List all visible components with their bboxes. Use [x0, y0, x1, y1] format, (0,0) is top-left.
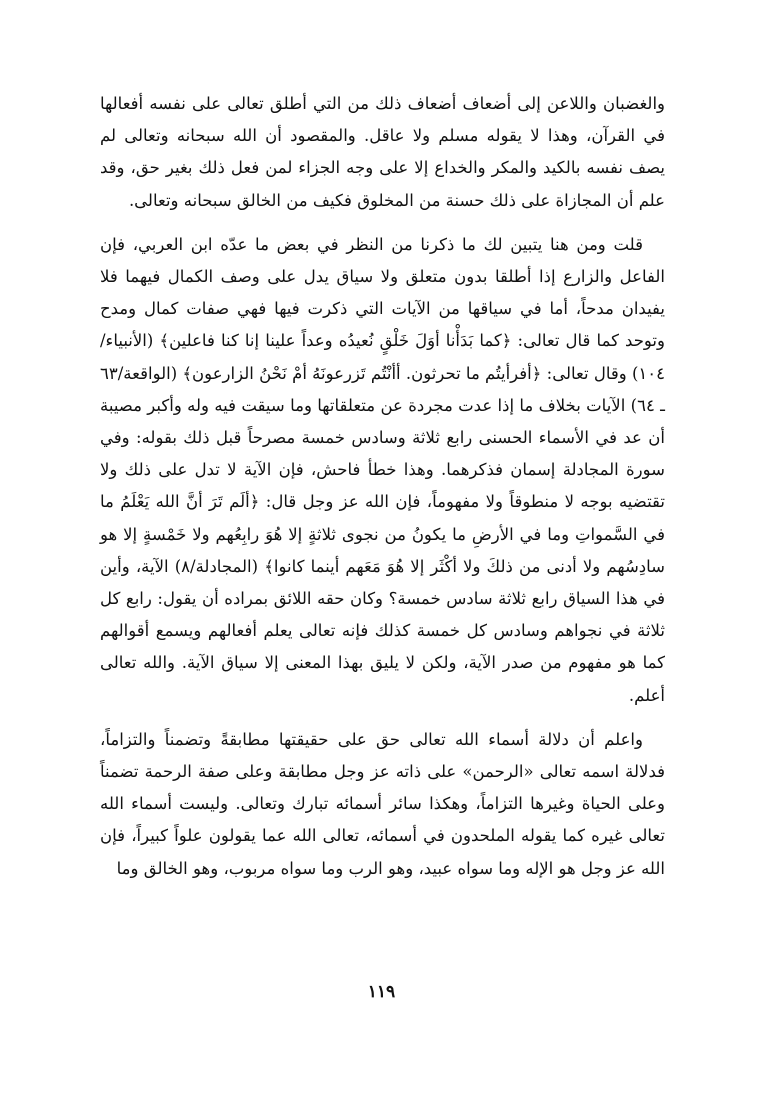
paragraph-1: والغضبان واللاعن إلى أضعاف أضعاف ذلك من التي أطلق تعالى على نفسه أفعالها في القرآن، وهذا لا يقوله مسلم ولا عاقل. والمقصود أن الله سبحانه وتعالى لم يصف نفسه بالكيد والمكر والخداع إلا على وجه الجزاء لمن فعل ذلك بغير حق، وقد علم أن المجازاة على ذلك حسنة من المخلوق فكيف من الخالق سبحانه وتعالى. — [100, 94, 665, 210]
paragraph-2: قلت ومن هنا يتبين لك ما ذكرنا من النظر في بعض ما عدّه ابن العربي، فإن الفاعل والزارع إذا أطلقا بدون متعلق ولا سياق يدل على وصف الكمال فيهما فلا يفيدان مدحاً، أما في سياقها من الآيات التي ذكرت فيها فهي صفات كمال ومدح وتوحد كما قال تعالى: ﴿كما بَدَأْنا أوَلَ خَلْقٍ نُعيدُه وعداً علينا إنا كنا فاعلين﴾ (الأنبياء/١٠٤) وقال تعالى: ﴿أفرأيتُم ما تحرثون. أأنْتُم تَزرعونَهُ أمْ نَحْنُ الزارعون﴾ (الواقعة/٦٣ ـ ٦٤) الآيات بخلاف ما إذا عدت مجردة عن متعلقاتها وما سيقت فيه وله وأكبر مصيبة أن عد في الأسماء الحسنى رابع ثلاثة وسادس خمسة مصرحاً قبل ذلك بقوله: وفي سورة المجادلة إسمان فذكرهما. وهذا خطأ فاحش، فإن الآية لا تدل على ذلك ولا تقتضيه بوجه لا منطوقاً ولا مفهوماً، فإن الله عز وجل قال: ﴿ألَم تَرَ أنَّ الله يَعْلَمُ ما في السَّمواتِ وما في الأرضِ ما يكونُ من نجوى ثلاثةٍ إلا هُوَ رابِعُهم ولا خَمْسةٍ إلا هو سادِسُهم ولا أدنى من ذلكَ ولا أكْثَر إلا هُوَ مَعَهم أينما كانوا﴾ (المجادلة/٨) الآية، وأين في هذا السياق رابع ثلاثة سادس خمسة؟ وكان حقه اللائق بمراده أن يقول: رابع كل ثلاثة في نجواهم وسادس كل خمسة كذلك فإنه تعالى يعلم أفعالهم ويسمع أقوالهم كما هو مفهوم من صدر الآية، ولكن لا يليق بهذا المعنى إلا سياق الآية. والله تعالى أعلم. — [100, 234, 665, 705]
paragraph-3: واعلم أن دلالة أسماء الله تعالى حق على حقيقتها مطابقةً وتضمناً والتزاماً، فدلالة اسمه تعالى «الرحمن» على ذاته عز وجل مطابقة وعلى صفة الرحمة تضمناً وعلى الحياة وغيرها التزاماً، وهكذا سائر أسمائه تبارك وتعالى. وليست أسماء الله تعالى غيره كما يقوله الملحدون في أسمائه، تعالى الله عما يقولون علواً كبيراً، فإن الله عز وجل هو الإله وما سواه عبيد، وهو الرب وما سواه مربوب، وهو الخالق وما — [100, 729, 665, 878]
page-number: ١١٩ — [367, 982, 396, 1002]
body-text — [100, 88, 665, 897]
